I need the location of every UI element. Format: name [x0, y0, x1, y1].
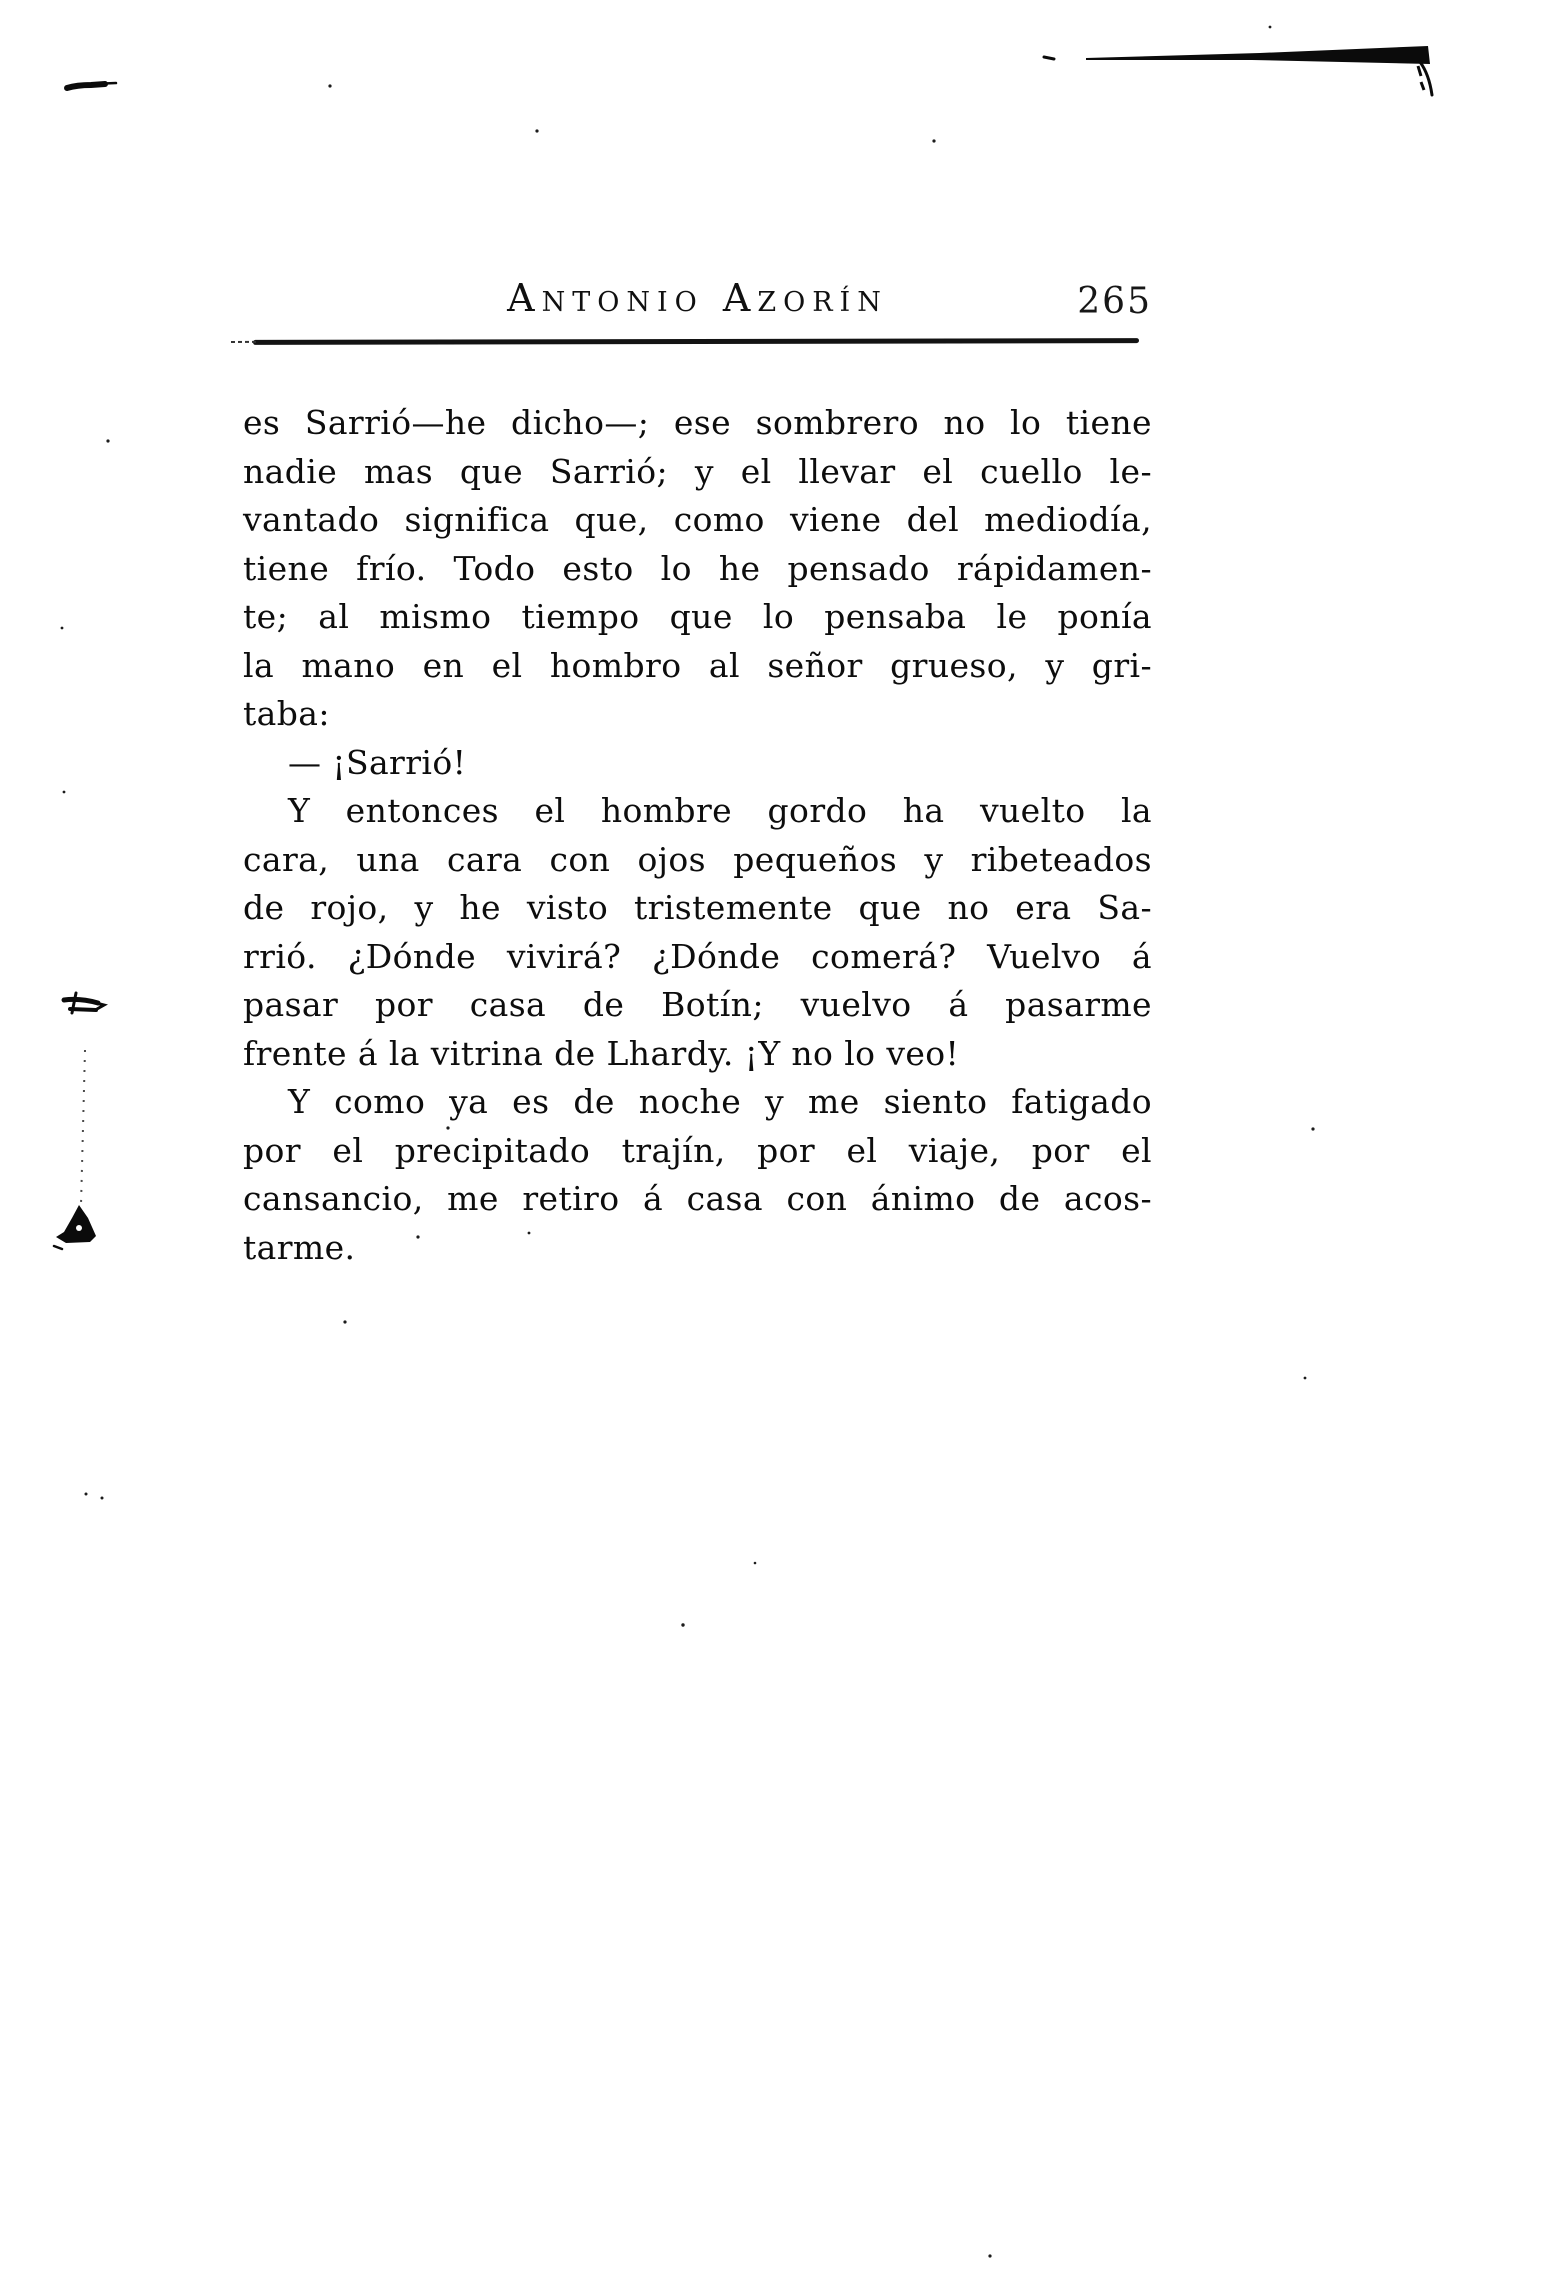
text-line: es Sarrió—he dicho—; ese sombrero no lo tiene [243, 403, 1152, 442]
text-line: Y como ya es de noche y me siento fatigado [288, 1082, 1152, 1121]
text-line: tarme. [243, 1227, 356, 1267]
text-line-dialogue: — ¡Sarrió! [288, 742, 467, 782]
text-line: por el precipitado trajín, por el viaje, por el [243, 1130, 1152, 1170]
text-line: rrió. ¿Dónde vivirá? ¿Dónde comerá? Vuelvo á [243, 936, 1152, 976]
running-title: Antonio Azorín [507, 276, 888, 320]
text-line: cara, una cara con ojos pequeños y ribeteados [243, 839, 1152, 879]
page-number: 265 [1077, 281, 1152, 322]
ink-blob-icon [54, 1205, 96, 1249]
header-rule [253, 338, 1139, 345]
text-line: nadie mas que Sarrió; y el llevar el cuello le- [243, 451, 1152, 491]
text-line: cansancio, me retiro á casa con ánimo de acos- [243, 1179, 1152, 1218]
text-line: vantado significa que, como viene del mediodía, [243, 500, 1152, 539]
text-line: taba: [243, 694, 330, 733]
body-text [243, 399, 1152, 1272]
scan-smudge-top-right-icon [1044, 46, 1432, 95]
text-line: tiene frío. Todo esto lo he pensado rápidamen- [243, 548, 1152, 588]
text-line: frente á la vitrina de Lhardy. ¡Y no lo veo! [243, 1033, 960, 1073]
text-line: la mano en el hombro al señor grueso, y gri- [243, 645, 1152, 685]
text-line: pasar por casa de Botín; vuelvo á pasarme [243, 985, 1152, 1024]
dotted-streak [81, 1050, 85, 1205]
scan-dash-top-left-icon [67, 83, 116, 88]
text-line: te; al mismo tiempo que lo pensaba le ponía [243, 597, 1152, 636]
margin-arrow-mark-icon [64, 993, 104, 1013]
text-line: Y entonces el hombre gordo ha vuelto la [288, 791, 1152, 830]
text-line: de rojo, y he visto tristemente que no era Sa- [243, 888, 1152, 927]
